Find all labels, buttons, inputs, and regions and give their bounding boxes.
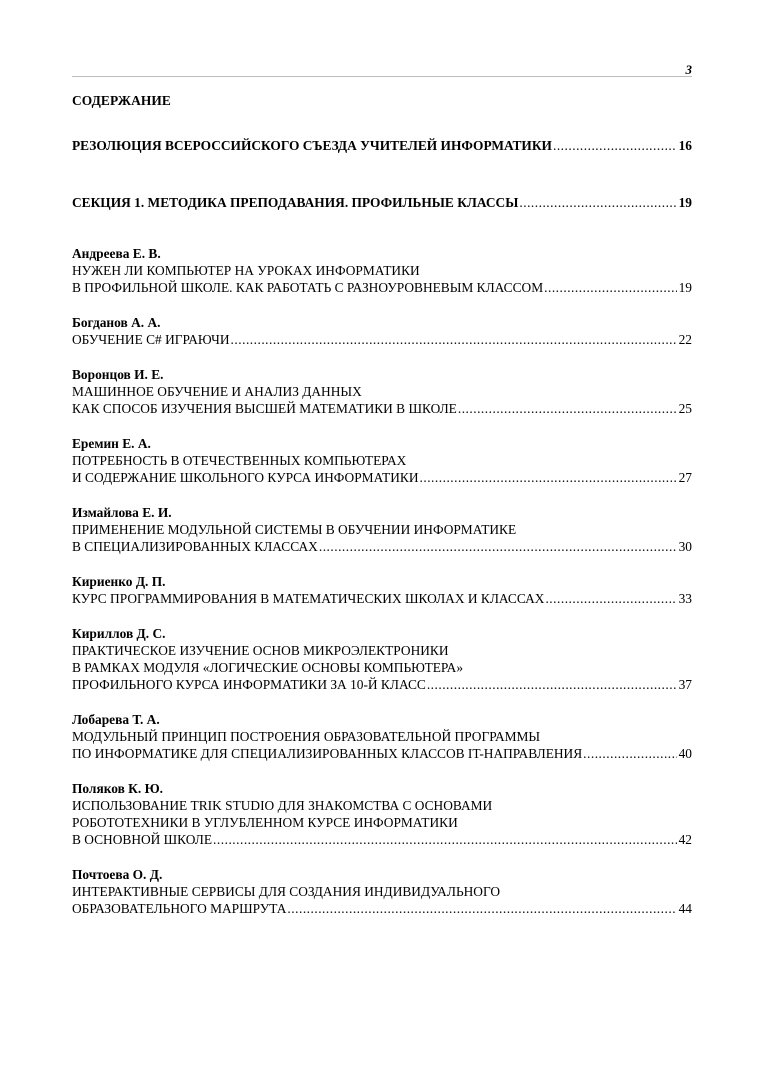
toc-entry bbox=[72, 573, 692, 607]
toc-entry-title-line: НУЖЕН ЛИ КОМПЬЮТЕР НА УРОКАХ ИНФОРМАТИКИ bbox=[72, 263, 420, 278]
toc-entries bbox=[72, 245, 692, 917]
toc-entry bbox=[72, 435, 692, 486]
dot-leader bbox=[519, 194, 677, 211]
toc-entry-final-line bbox=[72, 279, 692, 296]
toc-entry-title-line: ПРОФИЛЬНОГО КУРСА ИНФОРМАТИКИ ЗА 10-Й КЛАСС bbox=[72, 677, 426, 692]
toc-entry-title-line: В СПЕЦИАЛИЗИРОВАННЫХ КЛАССАХ bbox=[72, 539, 318, 554]
toc-entry-title-line: РОБОТОТЕХНИКИ В УГЛУБЛЕННОМ КУРСЕ ИНФОРМАТИКИ bbox=[72, 815, 458, 830]
toc-entry-author: Воронцов И. Е. bbox=[72, 367, 164, 382]
toc-entry bbox=[72, 504, 692, 555]
dot-leader bbox=[427, 676, 677, 693]
toc-entry-page: 40 bbox=[678, 746, 692, 761]
toc-entry bbox=[72, 711, 692, 762]
toc-entry-title-line: ИНТЕРАКТИВНЫЕ СЕРВИСЫ ДЛЯ СОЗДАНИЯ ИНДИВИДУАЛЬНОГО bbox=[72, 884, 501, 899]
toc-entry-final-line bbox=[72, 538, 692, 555]
dot-leader bbox=[213, 831, 677, 848]
toc-entry-final-line bbox=[72, 676, 692, 693]
header-rule bbox=[72, 76, 692, 77]
toc-entry-title-line: ПРАКТИЧЕСКОЕ ИЗУЧЕНИЕ ОСНОВ МИКРОЭЛЕКТРОНИКИ bbox=[72, 643, 449, 658]
toc-entry-title-line: В ОСНОВНОЙ ШКОЛЕ bbox=[72, 832, 213, 847]
contents-title: СОДЕРЖАНИЕ bbox=[72, 93, 171, 108]
dot-leader bbox=[545, 590, 677, 607]
toc-entry-page: 19 bbox=[678, 280, 692, 295]
toc-entry-page: 25 bbox=[678, 401, 692, 416]
toc-entry-page: 42 bbox=[678, 832, 692, 847]
toc-entry bbox=[72, 866, 692, 917]
toc-entry-title-line: МОДУЛЬНЫЙ ПРИНЦИП ПОСТРОЕНИЯ ОБРАЗОВАТЕЛЬНОЙ ПРОГРАММЫ bbox=[72, 729, 541, 744]
toc-entry-title-line: И СОДЕРЖАНИЕ ШКОЛЬНОГО КУРСА ИНФОРМАТИКИ bbox=[72, 470, 419, 485]
toc-entry-page: 27 bbox=[678, 470, 692, 485]
toc-entry-page: 22 bbox=[678, 332, 692, 347]
toc-resolution-page: 16 bbox=[678, 138, 692, 153]
dot-leader bbox=[583, 745, 677, 762]
toc-entry-title-line: В ПРОФИЛЬНОЙ ШКОЛЕ. КАК РАБОТАТЬ С РАЗНОУРОВНЕВЫМ КЛАССОМ bbox=[72, 280, 544, 295]
toc-entry-final-line bbox=[72, 745, 692, 762]
toc-entry-author: Еремин Е. А. bbox=[72, 436, 151, 451]
toc-entry-page: 37 bbox=[678, 677, 692, 692]
toc-section-title: СЕКЦИЯ 1. МЕТОДИКА ПРЕПОДАВАНИЯ. ПРОФИЛЬНЫЕ КЛАССЫ bbox=[72, 195, 519, 210]
toc-entry-author: Богданов А. А. bbox=[72, 315, 161, 330]
toc-entry-title-line: В РАМКАХ МОДУЛЯ «ЛОГИЧЕСКИЕ ОСНОВЫ КОМПЬЮТЕРА» bbox=[72, 660, 464, 675]
dot-leader bbox=[231, 331, 677, 348]
toc-entry-final-line bbox=[72, 331, 692, 348]
toc-entry-author: Кириенко Д. П. bbox=[72, 574, 166, 589]
toc-entry-author: Лобарева Т. А. bbox=[72, 712, 160, 727]
toc-resolution bbox=[72, 137, 692, 154]
dot-leader bbox=[544, 279, 677, 296]
toc-entry-author: Андреева Е. В. bbox=[72, 246, 161, 261]
toc-entry-title-line: ПРИМЕНЕНИЕ МОДУЛЬНОЙ СИСТЕМЫ В ОБУЧЕНИИ ИНФОРМАТИКЕ bbox=[72, 522, 517, 537]
table-of-contents bbox=[72, 92, 692, 935]
toc-entry-title-line: ПО ИНФОРМАТИКЕ ДЛЯ СПЕЦИАЛИЗИРОВАННЫХ КЛАССОВ IT-НАПРАВЛЕНИЯ bbox=[72, 746, 583, 761]
toc-entry-title-line: КУРС ПРОГРАММИРОВАНИЯ В МАТЕМАТИЧЕСКИХ ШКОЛАХ И КЛАССАХ bbox=[72, 591, 545, 606]
toc-entry-title-line: МАШИННОЕ ОБУЧЕНИЕ И АНАЛИЗ ДАННЫХ bbox=[72, 384, 362, 399]
toc-entry-final-line bbox=[72, 900, 692, 917]
toc-entry-author: Почтоева О. Д. bbox=[72, 867, 163, 882]
toc-entry-title-line: ПОТРЕБНОСТЬ В ОТЕЧЕСТВЕННЫХ КОМПЬЮТЕРАХ bbox=[72, 453, 407, 468]
toc-entry-author: Измайлова Е. И. bbox=[72, 505, 172, 520]
toc-entry-title-line: КАК СПОСОБ ИЗУЧЕНИЯ ВЫСШЕЙ МАТЕМАТИКИ В ШКОЛЕ bbox=[72, 401, 457, 416]
toc-entry-author: Поляков К. Ю. bbox=[72, 781, 164, 796]
toc-entry-final-line bbox=[72, 469, 692, 486]
toc-entry-title-line: ИСПОЛЬЗОВАНИЕ TRIK STUDIO ДЛЯ ЗНАКОМСТВА С ОСНОВАМИ bbox=[72, 798, 493, 813]
toc-entry-title-line: ОБУЧЕНИЕ С# ИГРАЮЧИ bbox=[72, 332, 230, 347]
toc-entry-final-line bbox=[72, 590, 692, 607]
toc-entry bbox=[72, 314, 692, 348]
toc-resolution-title: РЕЗОЛЮЦИЯ ВСЕРОССИЙСКОГО СЪЕЗДА УЧИТЕЛЕЙ ИНФОРМАТИКИ bbox=[72, 138, 552, 153]
dot-leader bbox=[420, 469, 677, 486]
toc-entry-final-line bbox=[72, 831, 692, 848]
toc-entry bbox=[72, 245, 692, 296]
toc-entry-title-line: ОБРАЗОВАТЕЛЬНОГО МАРШРУТА bbox=[72, 901, 287, 916]
toc-entry bbox=[72, 780, 692, 848]
toc-entry-page: 44 bbox=[678, 901, 692, 916]
toc-entry-page: 33 bbox=[678, 591, 692, 606]
toc-entry bbox=[72, 366, 692, 417]
toc-entry-final-line bbox=[72, 400, 692, 417]
toc-section-heading bbox=[72, 194, 692, 211]
page-number: 3 bbox=[685, 62, 692, 77]
dot-leader bbox=[319, 538, 677, 555]
dot-leader bbox=[458, 400, 677, 417]
toc-section-page: 19 bbox=[678, 195, 692, 210]
toc-entry bbox=[72, 625, 692, 693]
dot-leader bbox=[553, 137, 677, 154]
toc-entry-author: Кириллов Д. С. bbox=[72, 626, 166, 641]
dot-leader bbox=[287, 900, 677, 917]
toc-entry-page: 30 bbox=[678, 539, 692, 554]
